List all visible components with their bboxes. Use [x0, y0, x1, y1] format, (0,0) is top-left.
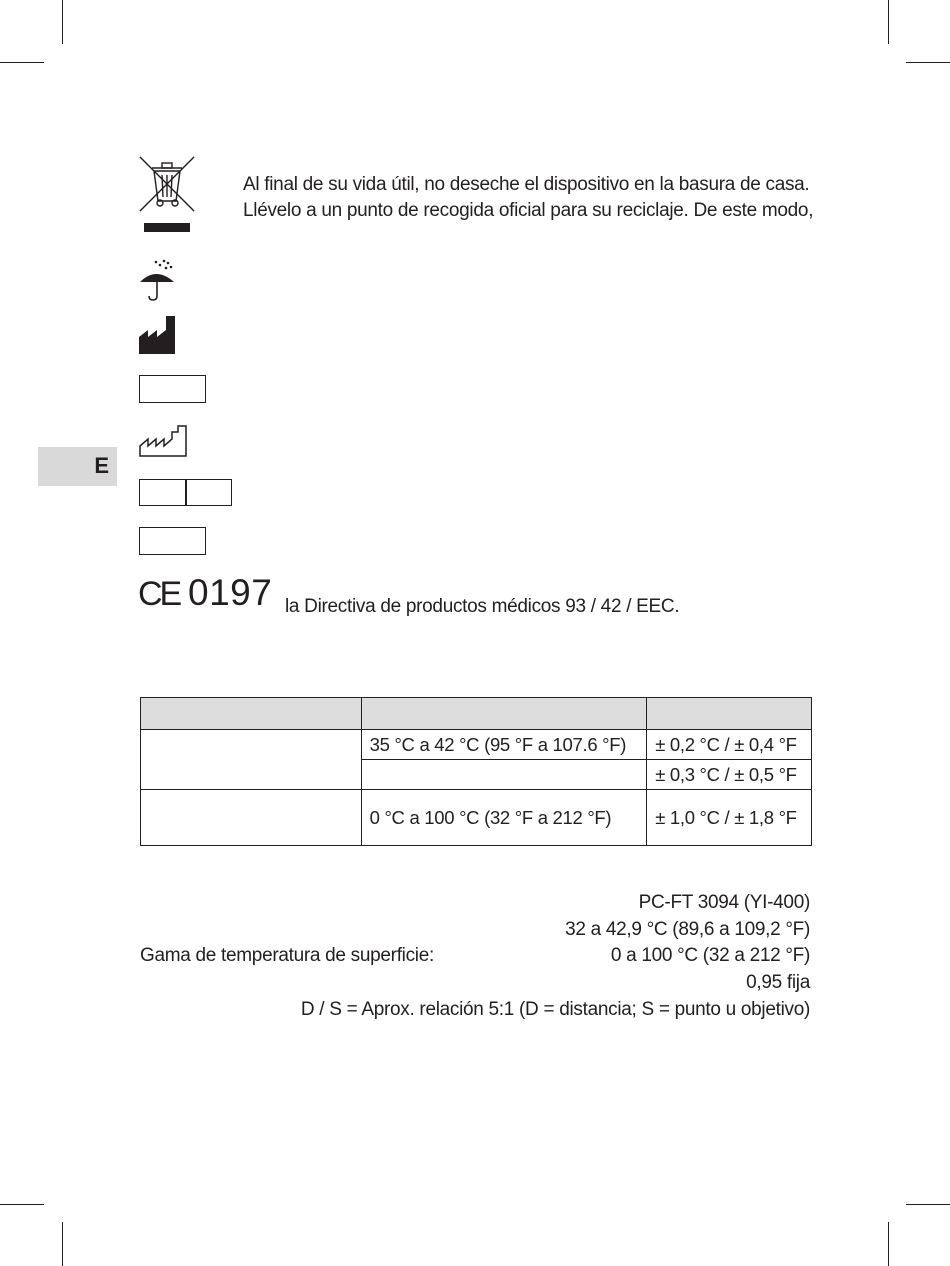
spec-ds-ratio: D / S = Aprox. relación 5:1 (D = distancia; S = punto u objetivo) — [300, 999, 810, 1020]
table-header-cell — [141, 698, 362, 730]
ce-mark: CE — [138, 575, 180, 613]
spec-model: PC-FT 3094 (YI-400) — [638, 892, 810, 913]
table-cell — [141, 790, 362, 846]
keep-dry-umbrella-icon — [138, 258, 178, 302]
ce-directive-text: la Directiva de productos médicos 93 / 42 / EEC. — [285, 596, 680, 617]
two-cell-box-icon — [139, 479, 232, 506]
language-tab-label: E — [94, 453, 109, 478]
table-header-cell — [647, 698, 812, 730]
empty-label-box-icon — [139, 375, 206, 403]
table-row — [141, 790, 812, 846]
table-header-row — [141, 698, 812, 730]
table-cell: ± 1,0 °C / ± 1,8 °F — [647, 790, 812, 846]
ce-notified-body-number: 0197 — [188, 572, 273, 613]
table-cell: 35 °C a 42 °C (95 °F a 107.6 °F) — [361, 730, 647, 760]
disposal-text-line-1: Al final de su vida útil, no deseche el dispositivo en la basura de casa. — [243, 174, 810, 195]
crop-mark — [906, 62, 950, 63]
table-row — [141, 730, 812, 760]
spec-surface-range: 0 a 100 °C (32 a 212 °F) — [610, 945, 810, 966]
empty-box-icon — [139, 527, 206, 555]
crop-mark — [906, 1204, 950, 1205]
spec-body-range: 32 a 42,9 °C (89,6 a 109,2 °F) — [565, 919, 810, 940]
manufacture-date-icon — [138, 424, 192, 458]
spec-surface-label: Gama de temperatura de superficie: — [140, 945, 434, 966]
language-tab — [38, 447, 117, 486]
table-cell: ± 0,3 °C / ± 0,5 °F — [647, 760, 812, 790]
table-cell — [141, 730, 362, 790]
accuracy-table — [140, 697, 812, 846]
crop-mark — [888, 0, 889, 44]
crop-mark — [62, 1222, 63, 1266]
table-header-cell — [361, 698, 647, 730]
weee-bin-icon — [138, 155, 196, 237]
table-cell — [361, 760, 647, 790]
spec-emissivity: 0,95 fija — [746, 972, 810, 993]
crop-mark — [888, 1222, 889, 1266]
table-cell: ± 0,2 °C / ± 0,4 °F — [647, 730, 812, 760]
table-cell: 0 °C a 100 °C (32 °F a 212 °F) — [361, 790, 647, 846]
crop-mark — [0, 62, 44, 63]
disposal-text-line-2: Llévelo a un punto de recogida oficial para su reciclaje. De este modo, — [243, 200, 814, 221]
manufacturer-icon — [138, 315, 178, 355]
crop-mark — [62, 0, 63, 44]
crop-mark — [0, 1204, 44, 1205]
